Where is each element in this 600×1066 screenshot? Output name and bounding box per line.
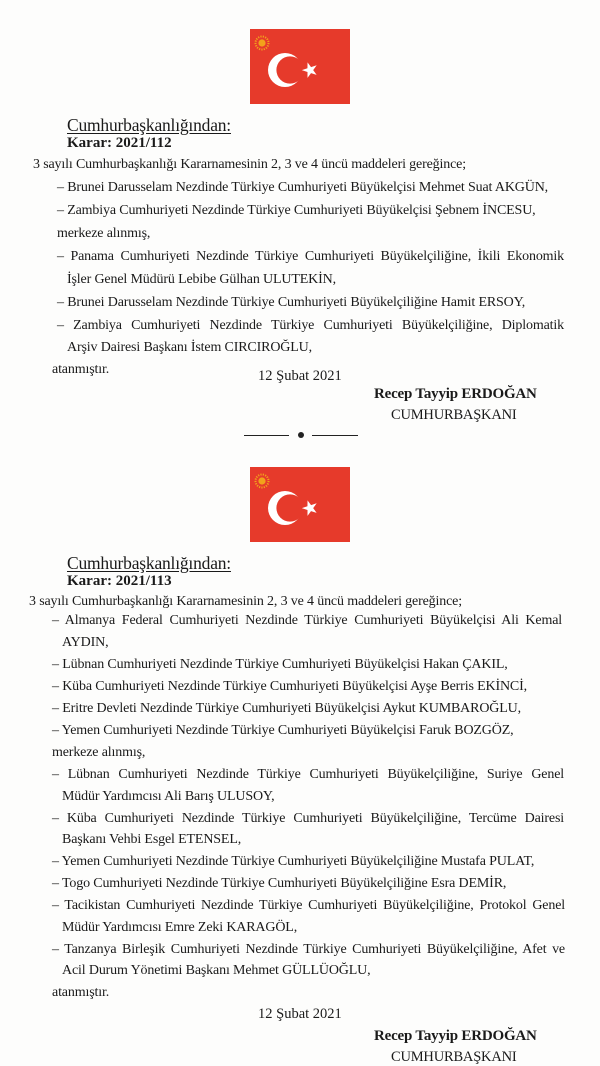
closing: atanmıştır.: [52, 985, 110, 1000]
preamble: 3 sayılı Cumhurbaşkanlığı Kararnamesinin 2, 3 ve 4 üncü maddeleri gereğince;: [29, 594, 462, 609]
decision-date: 12 Şubat 2021: [258, 1006, 342, 1022]
decision-line: – Brunei Darusselam Nezdinde Türkiye Cumhuriyeti Büyükelçiliğine Hamit ERSOY,: [57, 295, 526, 310]
decision-line: – Küba Cumhuriyeti Nezdinde Türkiye Cumhuriyeti Büyükelçisi Ayşe Berris EKİNCİ,: [52, 679, 527, 694]
separator-line-right: [312, 435, 358, 436]
signer-name: Recep Tayyip ERDOĞAN: [374, 386, 537, 402]
decision-line: Arşiv Dairesi Başkanı İstem CIRCIROĞLU,: [67, 340, 312, 355]
decision-line: Müdür Yardımcısı Ali Barış ULUSOY,: [62, 789, 275, 804]
bullet-separator-icon: [298, 432, 304, 438]
preamble: 3 sayılı Cumhurbaşkanlığı Kararnamesinin 2, 3 ve 4 üncü maddeleri gereğince;: [33, 157, 466, 172]
decision-line: Başkanı Vehbi Esgel ETENSEL,: [62, 832, 242, 847]
decision-line: – Küba Cumhuriyeti Nezdinde Türkiye Cumhuriyeti Büyükelçiliğine, Tercüme Dairesi: [52, 811, 564, 826]
decision-line: – Zambiya Cumhuriyeti Nezdinde Türkiye Cumhuriyeti Büyükelçiliğine, Diplomatik: [57, 318, 564, 333]
separator-line-left: [244, 435, 289, 436]
decision-line: merkeze alınmış,: [52, 745, 146, 760]
decision-number: Karar: 2021/112: [67, 135, 172, 151]
decision-line: – Lübnan Cumhuriyeti Nezdinde Türkiye Cumhuriyeti Büyükelçiliğine, Suriye Genel: [52, 767, 564, 782]
decision-line: – Tanzanya Birleşik Cumhuriyeti Nezdinde Türkiye Cumhuriyeti Büyükelçiliğine, Afet ve: [52, 942, 565, 957]
decision-line: İşler Genel Müdürü Lebibe Gülhan ULUTEKİN,: [67, 272, 336, 287]
decision-line: Acil Durum Yönetimi Başkanı Mehmet GÜLLÜOĞLU,: [62, 963, 371, 978]
turkish-presidential-flag-icon: [250, 467, 350, 542]
flag-graphic: [250, 467, 350, 542]
decision-line: – Zambiya Cumhuriyeti Nezdinde Türkiye Cumhuriyeti Büyükelçisi Şebnem İNCESU,: [57, 203, 536, 218]
decision-number: Karar: 2021/113: [67, 573, 172, 589]
signer-title: CUMHURBAŞKANI: [391, 1049, 517, 1065]
decision-line: – Eritre Devleti Nezdinde Türkiye Cumhuriyeti Büyükelçisi Aykut KUMBAROĞLU,: [52, 701, 521, 716]
closing: atanmıştır.: [52, 362, 110, 377]
decision-line: Müdür Yardımcısı Emre Zeki KARAGÖL,: [62, 920, 298, 935]
decision-line: – Yemen Cumhuriyeti Nezdinde Türkiye Cumhuriyeti Büyükelçiliğine Mustafa PULAT,: [52, 854, 535, 869]
issuer-heading: Cumhurbaşkanlığından:: [67, 553, 231, 573]
decision-line: AYDIN,: [62, 635, 109, 650]
decision-date: 12 Şubat 2021: [258, 368, 342, 384]
decision-line: – Togo Cumhuriyeti Nezdinde Türkiye Cumhuriyeti Büyükelçiliğine Esra DEMİR,: [52, 876, 507, 891]
decision-line: – Panama Cumhuriyeti Nezdinde Türkiye Cumhuriyeti Büyükelçiliğine, İkili Ekonomik: [57, 249, 564, 264]
signer-name: Recep Tayyip ERDOĞAN: [374, 1028, 537, 1044]
decision-line: – Brunei Darusselam Nezdinde Türkiye Cumhuriyeti Büyükelçisi Mehmet Suat AKGÜN,: [57, 180, 549, 195]
decision-line: – Lübnan Cumhuriyeti Nezdinde Türkiye Cumhuriyeti Büyükelçisi Hakan ÇAKIL,: [52, 657, 508, 672]
decision-line: merkeze alınmış,: [57, 226, 151, 241]
section-separator: [244, 431, 358, 439]
decision-line: – Yemen Cumhuriyeti Nezdinde Türkiye Cumhuriyeti Büyükelçisi Faruk BOZGÖZ,: [52, 723, 514, 738]
decision-line: – Tacikistan Cumhuriyeti Nezdinde Türkiye Cumhuriyeti Büyükelçiliğine, Protokol Genel: [52, 898, 565, 913]
signer-title: CUMHURBAŞKANI: [391, 407, 517, 423]
issuer-heading: Cumhurbaşkanlığından:: [67, 115, 231, 135]
turkish-presidential-flag-icon: [250, 29, 350, 104]
flag-graphic: [250, 29, 350, 104]
decision-line: – Almanya Federal Cumhuriyeti Nezdinde Türkiye Cumhuriyeti Büyükelçisi Ali Kemal: [52, 613, 562, 628]
